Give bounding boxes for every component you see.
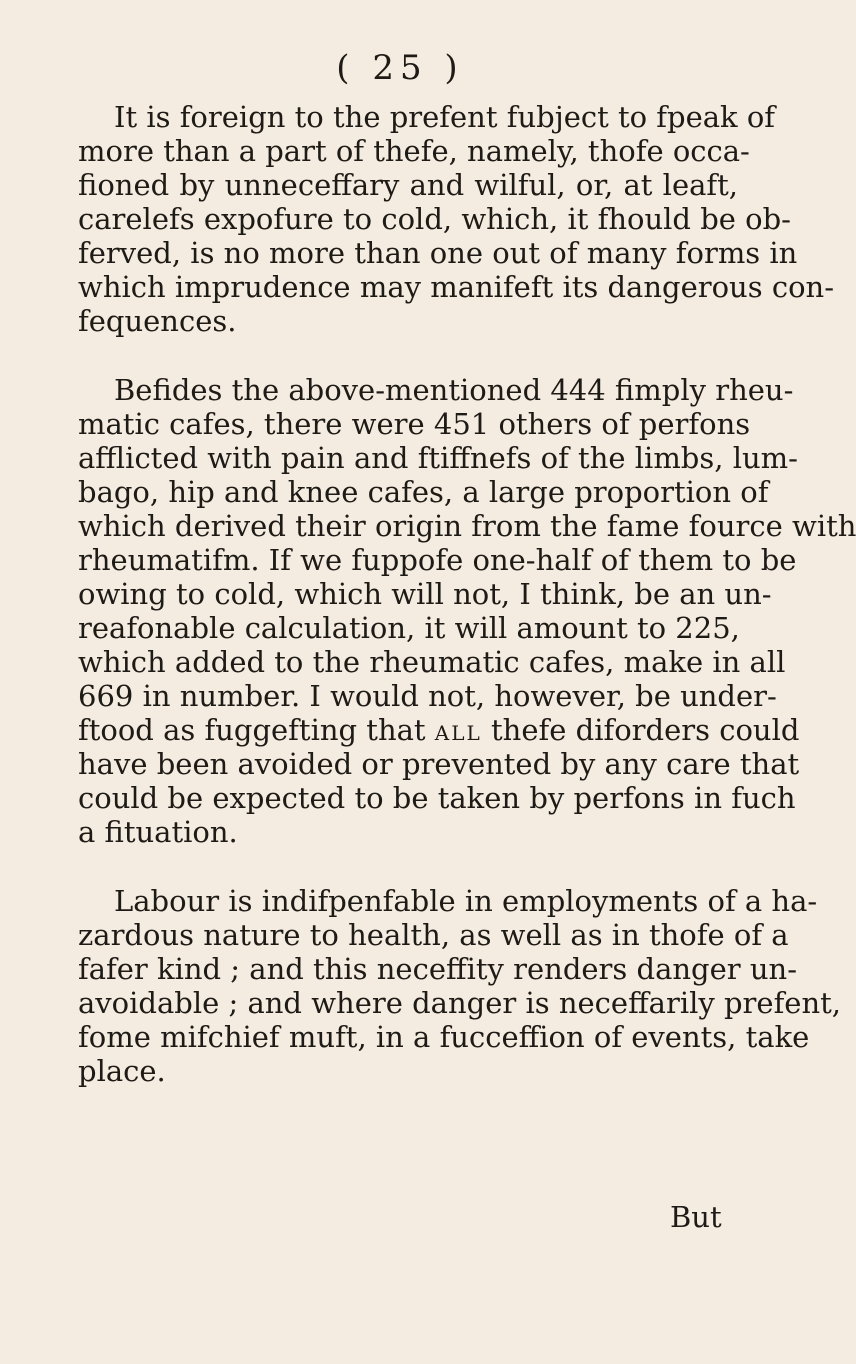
- paragraph-1: [78, 100, 835, 338]
- text-line: carelefs expofure to cold, which, it fhould be ob-: [78, 202, 791, 236]
- paragraph-3: [78, 884, 842, 1088]
- text-line: avoidable ; and where danger is neceffarily prefent,: [78, 986, 842, 1020]
- body-text: [78, 100, 856, 1088]
- text-line: place.: [78, 1054, 166, 1088]
- text-line: a fituation.: [78, 815, 238, 849]
- text-line: bago, hip and knee cafes, a large proportion of: [78, 475, 769, 509]
- text-line: rheumatifm. If we fuppofe one-half of them to be: [78, 543, 797, 577]
- text-line: afflicted with pain and ftiffnefs of the limbs, lum-: [78, 441, 798, 475]
- page-number: ( 25 ): [336, 48, 464, 88]
- text-line: Labour is indifpenfable in employments of a ha-: [114, 884, 818, 918]
- text-line-small-caps: [78, 713, 800, 747]
- text-segment: ftood as fuggefting that: [78, 713, 426, 747]
- text-line: more than a part of thefe, namely, thofe occa-: [78, 134, 750, 168]
- text-line: have been avoided or prevented by any care that: [78, 747, 800, 781]
- text-line: reafonable calculation, it will amount to 225,: [78, 611, 740, 645]
- text-line: fequences.: [78, 304, 237, 338]
- text-line: fome mifchief muft, in a fucceffion of events, take: [78, 1020, 810, 1054]
- text-line: owing to cold, which will not, I think, be an un-: [78, 577, 772, 611]
- text-line: It is foreign to the prefent fubject to fpeak of: [114, 100, 776, 134]
- text-line: ferved, is no more than one out of many forms in: [78, 236, 798, 270]
- catchword: But: [670, 1200, 722, 1234]
- text-line: which imprudence may manifeft its dangerous con-: [78, 270, 835, 304]
- paragraph-2: [78, 373, 856, 849]
- text-line: fioned by unneceffary and wilful, or, at leaft,: [78, 168, 738, 202]
- text-line: 669 in number. I would not, however, be under-: [78, 679, 777, 713]
- text-segment: thefe diforders could: [491, 713, 800, 747]
- small-caps-emphasis: all: [434, 713, 482, 747]
- text-line: Befides the above-mentioned 444 fimply rheu-: [114, 373, 794, 407]
- text-line: matic cafes, there were 451 others of perfons: [78, 407, 751, 441]
- text-line: fafer kind ; and this neceffity renders danger un-: [78, 952, 798, 986]
- text-line: which added to the rheumatic cafes, make in all: [78, 645, 786, 679]
- text-line: which derived their origin from the fame fource with: [78, 509, 856, 543]
- text-line: could be expected to be taken by perfons in fuch: [78, 781, 796, 815]
- text-line: zardous nature to health, as well as in thofe of a: [78, 918, 789, 952]
